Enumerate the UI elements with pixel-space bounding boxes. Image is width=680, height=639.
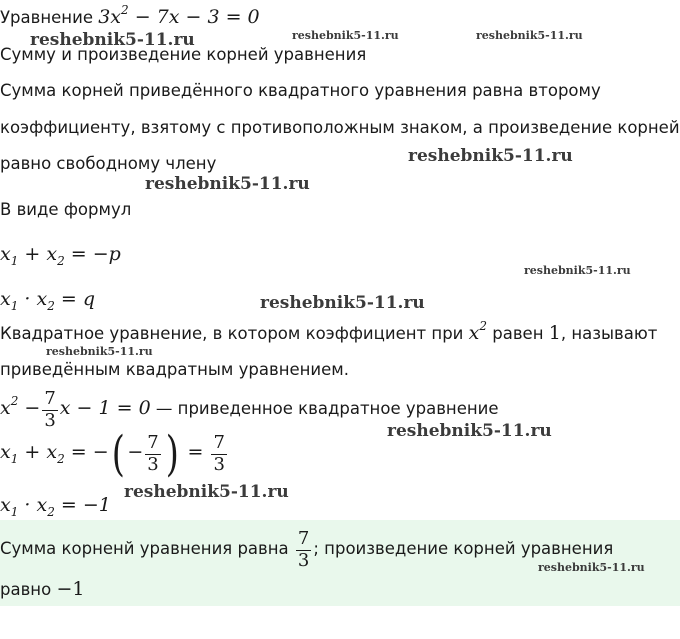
watermark: reshebnik5-11.ru [260,293,425,313]
watermark: reshebnik5-11.ru [30,30,195,50]
watermark: reshebnik5-11.ru [524,264,631,277]
watermark: reshebnik5-11.ru [408,146,573,166]
reduced-equation-label: — приведенное квадратное уравнение [155,399,499,418]
watermark: reshebnik5-11.ru [292,29,399,42]
watermark: reshebnik5-11.ru [124,482,289,502]
subtitle: Сумму и произведение корней уравнения [0,45,367,64]
product-value: −1 [82,494,111,516]
title-equation: $3x^2 - 7x - 3 = 0$ [98,3,260,28]
answer-text-line2: равно [0,580,52,599]
rule-line-1: Сумма корней приведённого квадратного уравнения равна второму [0,81,601,100]
watermark: reshebnik5-11.ru [538,561,645,574]
formulas-heading: В виде формул [0,200,132,219]
definition-text-c: , называют [560,324,658,343]
answer-fraction: $\frac{7}{3}$ [297,527,310,571]
definition-text-b: равен [492,324,544,343]
rule-line-3: равно свободному члену [0,154,217,173]
sum-result-fraction: $\frac{7}{3}$ [213,431,225,475]
sum-calculation: $x_1 + x_2$ = −( − $\frac{7}{3}$ ) = $\frac{7}{3}$ [0,425,225,482]
sum-inner-fraction: $\frac{7}{3}$ [147,431,159,475]
watermark: reshebnik5-11.ru [145,174,310,194]
reduced-equation: $x^2$ − $\frac{7}{3}$ x − 1 = 0 — приведенное квадратное уравнение [0,387,499,431]
watermark: reshebnik5-11.ru [387,421,552,441]
watermark: reshebnik5-11.ru [476,29,583,42]
answer-text-b: ; произведение корней уравнения [313,539,614,558]
definition-line-2: приведённым квадратным уравнением. [0,360,349,379]
answer-line-1 [0,526,613,572]
answer-value: −1 [56,578,85,600]
answer-line-2 [0,578,84,601]
rule-line-2: коэффициенту, взятому с противоположным знаком, а произведение корней [0,118,680,137]
formula-sum: $x_1 + x_2 = -p$ [0,243,121,268]
watermark: reshebnik5-11.ru [46,345,153,358]
definition-text-a: Квадратное уравнение, в котором коэффициент при [0,324,464,343]
definition-line-1 [0,319,658,346]
product-calculation: $x_1 \cdot x_2 = -1$ [0,494,111,519]
formula-product: $x_1 \cdot x_2 = q$ [0,288,96,313]
title-text: Уравнение [0,8,93,27]
definition-one: 1 [548,322,561,344]
definition-x-squared: $x^2$ [468,319,487,344]
answer-text-a: Сумма корненй уравнения равна [0,539,289,558]
equation-title [0,3,260,30]
reduced-fraction: $\frac{7}{3}$ [44,387,56,431]
